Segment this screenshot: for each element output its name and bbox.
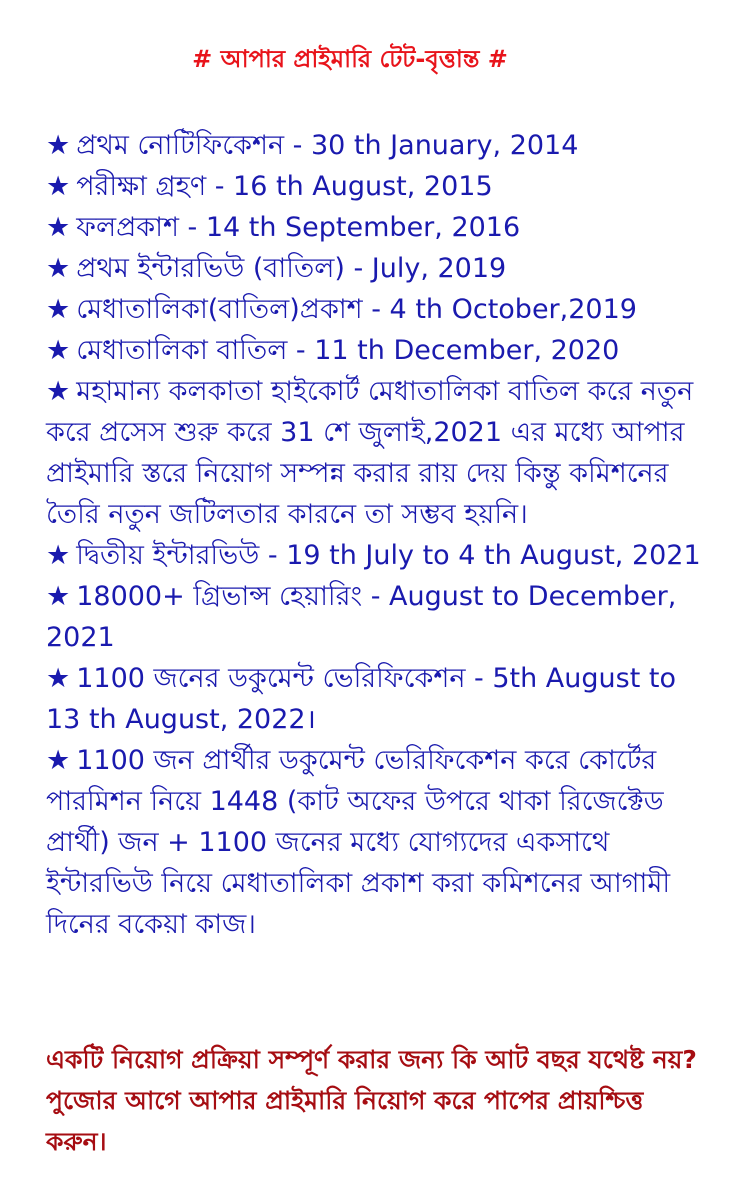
- timeline-item-text: 1100 জনের ডকুমেন্ট ভেরিফিকেশন - 5th August to 13 th August, 2022।: [46, 663, 676, 735]
- timeline-item-text: পরীক্ষা গ্রহণ - 16 th August, 2015: [76, 171, 493, 202]
- star-bullet-icon: ★: [46, 171, 71, 202]
- timeline-item-text: 1100 জন প্রার্থীর ডকুমেন্ট ভেরিফিকেশন করে কোর্টের পারমিশন নিয়ে 1448 (কাট অফের উপরে থাকা রিজেক্টেড প্রার্থী) জন + 1100 জনের মধ্যে যোগ্যদের একসাথে ইন্টারভিউ নিয়ে মেধাতালিকা প্রকাশ করা কমিশনের আগামী দিনের বকেয়া কাজ।: [46, 745, 671, 940]
- timeline-item: [46, 166, 706, 207]
- timeline-item: [46, 535, 706, 576]
- timeline-item: [46, 125, 706, 166]
- timeline-item-text: 18000+ গ্রিভান্স হেয়ারিং - August to December, 2021: [46, 581, 677, 653]
- star-bullet-icon: ★: [46, 335, 71, 366]
- star-bullet-icon: ★: [46, 130, 71, 161]
- timeline-item: [46, 576, 706, 658]
- star-bullet-icon: ★: [46, 540, 71, 571]
- star-bullet-icon: ★: [46, 253, 71, 284]
- timeline-item: [46, 658, 706, 740]
- timeline-item-text: মহামান্য কলকাতা হাইকোর্ট মেধাতালিকা বাতিল করে নতুন করে প্রসেস শুরু করে 31 শে জুলাই,2021 এর মধ্যে আপার প্রাইমারি স্তরে নিয়োগ সম্পন্ন করার রায় দেয় কিন্তু কমিশনের তৈরি নতুন জটিলতার কারনে তা সম্ভব হয়নি।: [46, 376, 694, 530]
- timeline-item: [46, 740, 706, 945]
- star-bullet-icon: ★: [46, 376, 71, 407]
- star-bullet-icon: ★: [46, 663, 71, 694]
- star-bullet-icon: ★: [46, 294, 71, 325]
- timeline-item-text: মেধাতালিকা বাতিল - 11 th December, 2020: [76, 335, 620, 366]
- timeline-item-text: প্রথম ইন্টারভিউ (বাতিল) - July, 2019: [76, 253, 507, 284]
- closing-appeal: একটি নিয়োগ প্রক্রিয়া সম্পূর্ণ করার জন্য কি আট বছর যথেষ্ট নয়? পুজোর আগে আপার প্রাইমারি নিয়োগ করে পাপের প্রায়শ্চিত্ত করুন।: [46, 1045, 697, 1156]
- timeline-item: [46, 289, 706, 330]
- document-title: # আপার প্রাইমারি টেট-বৃত্তান্ত #: [192, 45, 508, 73]
- timeline-item-text: প্রথম নোটিফিকেশন - 30 th January, 2014: [76, 130, 579, 161]
- star-bullet-icon: ★: [46, 212, 71, 243]
- timeline-item: [46, 330, 706, 371]
- timeline-item: [46, 371, 706, 535]
- timeline-item-text: ফলপ্রকাশ - 14 th September, 2016: [76, 212, 521, 243]
- star-bullet-icon: ★: [46, 581, 71, 612]
- timeline-item-text: দ্বিতীয় ইন্টারভিউ - 19 th July to 4 th August, 2021: [76, 540, 701, 571]
- timeline-item: [46, 248, 706, 289]
- timeline-item: [46, 207, 706, 248]
- timeline-item-text: মেধাতালিকা(বাতিল)প্রকাশ - 4 th October,2019: [76, 294, 637, 325]
- star-bullet-icon: ★: [46, 745, 71, 776]
- timeline-list: [46, 125, 706, 945]
